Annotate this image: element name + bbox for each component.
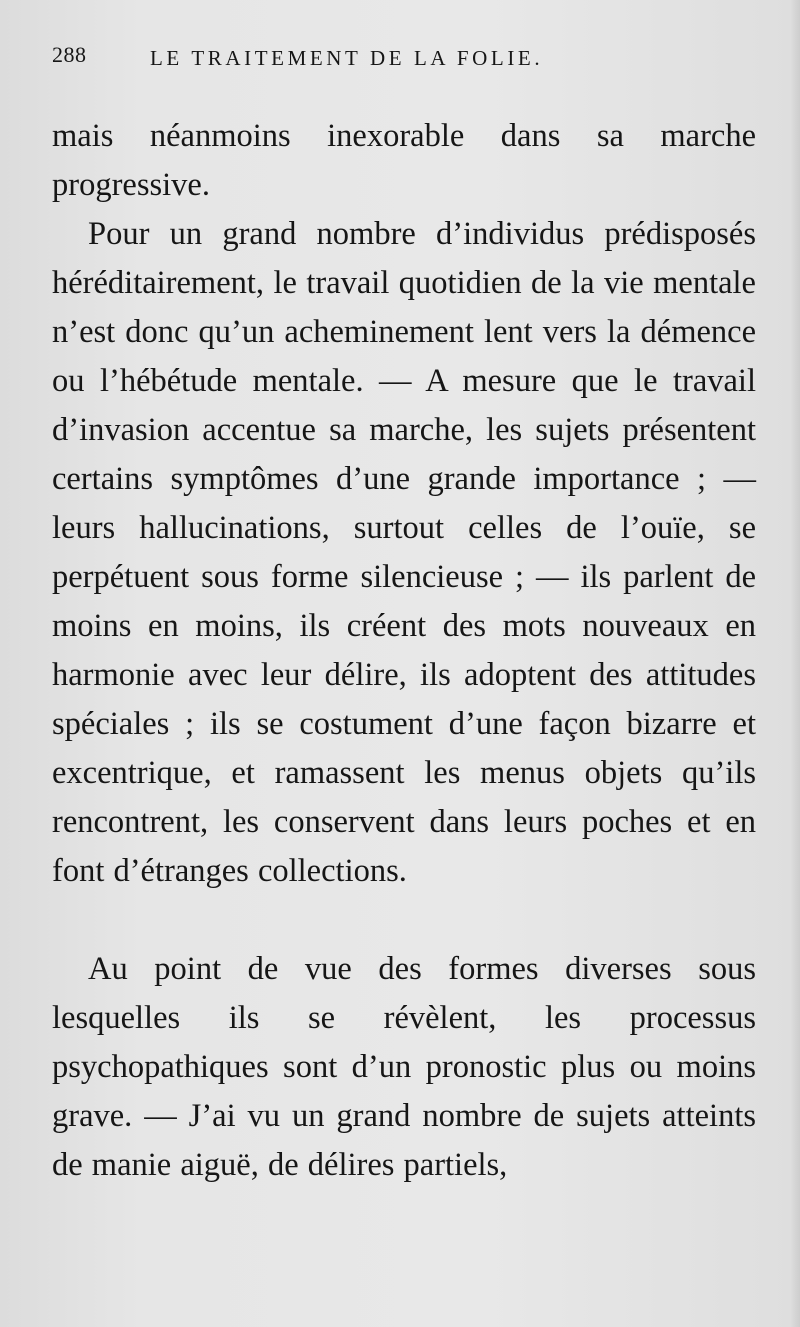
paragraph-heredity: Pour un grand nombre d’individus prédisposés héréditairement, le travail quotidien de la vie mentale n’est donc qu’un acheminement lent vers la démence ou l’hébétude mentale. — A mesure que le travail d’invasion accentue sa marche, les sujets présentent certains symptômes d’une grande importance ; — leurs hallucinations, surtout celles de l’ouïe, se perpétuent sous forme silencieuse ; — ils parlent de moins en moins, ils créent des mots nouveaux en harmonie avec leur délire, ils adoptent des attitudes spéciales ; ils se costument d’une façon bizarre et excentrique, et ramassent les menus objets qu’ils rencontrent, les conservent dans leurs poches et en font d’étranges collections.: [52, 216, 756, 889]
paragraph-gap: [52, 896, 756, 945]
page-number: 288: [52, 42, 87, 67]
paragraph-forms: Au point de vue des formes diverses sous lesquelles ils se révèlent, les processus psychopathiques sont d’un pronostic plus ou moins grave. — J’ai vu un grand nombre de sujets atteints de manie aiguë, de délires partiels,: [52, 951, 756, 1183]
running-head: LE TRAITEMENT DE LA FOLIE.: [150, 46, 544, 70]
page-edge-shadow: [790, 0, 800, 1327]
paragraph-continued: mais néanmoins inexorable dans sa marche progressive.: [52, 118, 756, 203]
body-text: [52, 112, 756, 1190]
page-header: [52, 42, 760, 78]
